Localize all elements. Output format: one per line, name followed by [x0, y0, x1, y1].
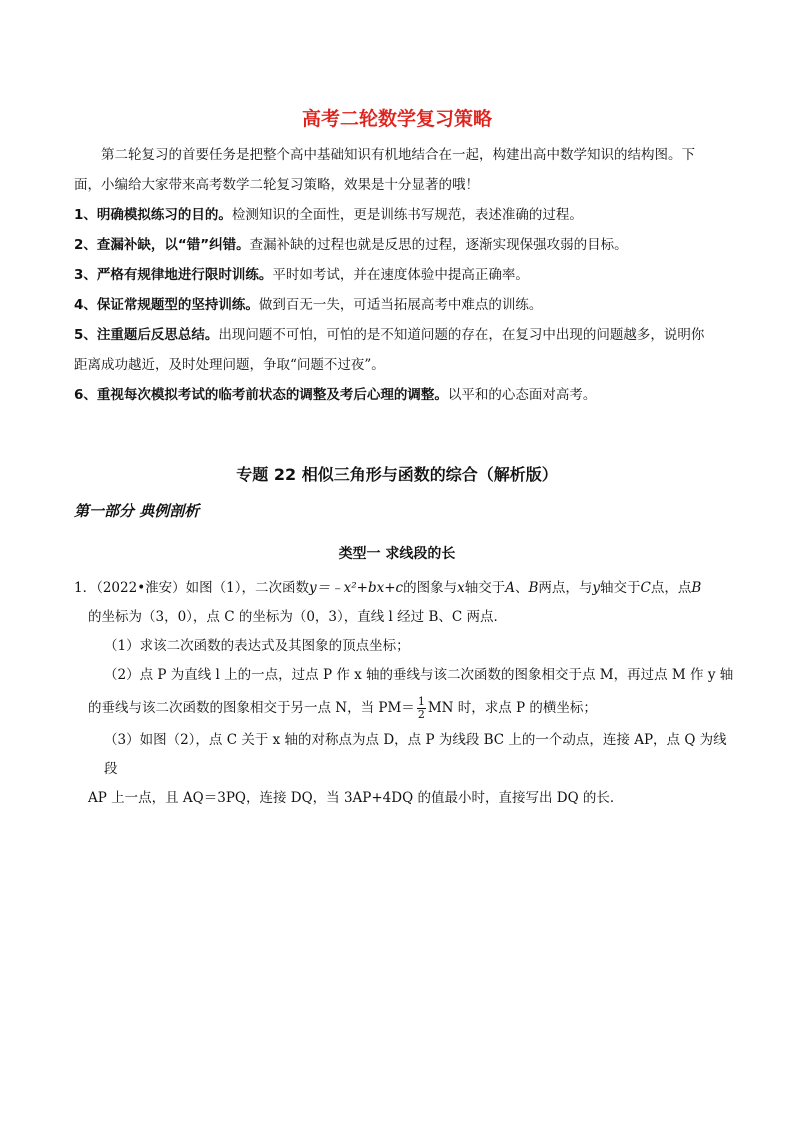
tip-5-cont [74, 350, 734, 380]
tip-6-text: 以平和的心态面对高考。 [447, 387, 597, 403]
tip-4-bold: 4、保证常规题型的坚持训练。 [74, 297, 259, 313]
stem-g: B [528, 580, 539, 596]
question-part-1: （1）求该二次函数的表达式及其图象的顶点坐标； [104, 638, 410, 654]
tip-2-bold: 2、查漏补缺，以“错”纠错。 [74, 237, 250, 253]
intro-line-1: 第二轮复习的首要任务是把整个高中基础知识有机地结合在一起，构建出高中数学知识的结构图。下 [101, 147, 695, 163]
question-part-3b: AP 上一点，且 AQ＝3PQ，连接 DQ，当 3AP+4DQ 的值最小时，直接写出 DQ 的长． [88, 790, 624, 806]
part-2b-pre: 的垂线与该二次函数的图象相交于另一点 N，当 PM＝ [88, 700, 415, 716]
stem-k: C [640, 580, 651, 596]
question-source: （2022•淮安） [96, 580, 186, 596]
topic-title: 专题 22 相似三角形与函数的综合（解析版） [236, 465, 558, 484]
stem-a: 如图（1），二次函数 [185, 580, 310, 596]
tip-2 [74, 230, 734, 260]
type-title: 类型一 求线段的长 [338, 546, 456, 562]
stem-e: A [505, 580, 515, 596]
intro-line-2: 面，小编给大家带来高考数学二轮复习策略，效果是十分显著的哦！ [74, 177, 479, 193]
stem-j: 轴交于 [600, 580, 641, 596]
page-title: 高考二轮数学复习策略 [301, 108, 492, 130]
stem-m: B [691, 580, 702, 596]
tip-5-bold: 5、注重题后反思总结。 [74, 327, 219, 343]
tip-6-bold: 6、重视每次模拟考试的临考前状态的调整及考后心理的调整。 [74, 387, 448, 403]
stem-f: 、 [514, 580, 529, 596]
stem-l: 点，点 [650, 580, 692, 596]
stem-c: x [457, 580, 465, 596]
tip-3-text: 平时如考试，并在速度体验中提高正确率。 [272, 267, 529, 283]
fraction-one-half [417, 696, 426, 721]
question-part-2a: （2）点 P 为直线 l 上的一点，过点 P 作 x 轴的垂线与该二次函数的图象相交于点 M，再过点 M 作 y 轴 [104, 667, 734, 683]
tip-1-bold: 1、明确模拟练习的目的。 [74, 207, 232, 223]
stem-b: 的图象与 [403, 580, 458, 596]
question-part-2b [74, 690, 734, 726]
tip-3 [74, 260, 734, 290]
tip-6 [74, 380, 734, 410]
tip-5-text: 出现问题不可怕，可怕的是不知道问题的存在，在复习中出现的问题越多，说明你 [218, 327, 705, 343]
tip-1 [74, 200, 734, 230]
tip-5-cont-text: 距离成功越近，及时处理问题，争取“问题不过夜”。 [74, 357, 385, 373]
fraction-numerator: 1 [417, 695, 425, 708]
stem-i: y [592, 580, 601, 596]
question-stem-2: 的坐标为（3，0），点 C 的坐标为（0，3），直线 l 经过 B、C 两点． [88, 609, 508, 625]
intro-section [74, 140, 734, 410]
question-number: 1． [74, 580, 97, 596]
part-2b-post: MN 时，求点 P 的横坐标； [427, 700, 597, 716]
tip-1-text: 检测知识的全面性，更是训练书写规范，表述准确的过程。 [231, 207, 583, 223]
tip-4-text: 做到百无一失，可适当拓展高考中难点的训练。 [258, 297, 543, 313]
tip-5 [74, 320, 734, 350]
question-1 [74, 574, 734, 813]
tip-4 [74, 290, 734, 320]
tip-2-text: 查漏补缺的过程也就是反思的过程，逐渐实现保强攻弱的目标。 [249, 237, 628, 253]
stem-d: 轴交于 [464, 580, 506, 596]
equation: y＝﹣x²+bx+c [309, 580, 404, 596]
tip-3-bold: 3、严格有规律地进行限时训练。 [74, 267, 273, 283]
question-stem [74, 574, 734, 603]
part-title: 第一部分 典例剖析 [74, 502, 200, 520]
question-part-3a: （3）如图（2），点 C 关于 x 轴的对称点为点 D，点 P 为线段 BC 上的一个动点，连接 AP，点 Q 为线段 [104, 732, 727, 777]
fraction-denominator: 2 [417, 708, 425, 721]
stem-h: 两点，与 [538, 580, 593, 596]
